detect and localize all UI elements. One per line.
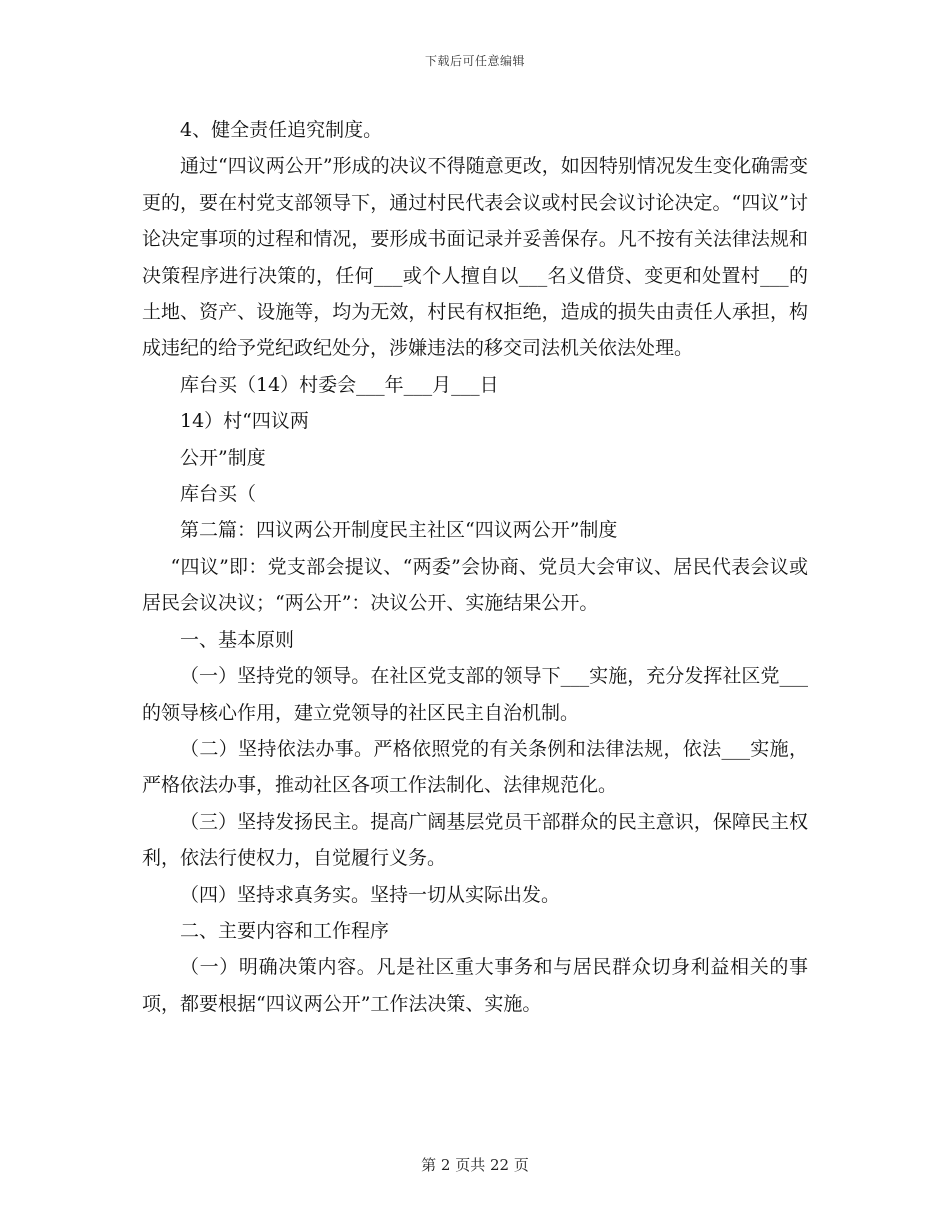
paragraph-definition: “四议”即：党支部会提议、“两委”会协商、党员大会审议、居民代表会议或居民会议决议；“两公开”：决议公开、实施结果公开。 [142, 555, 808, 615]
paragraph-heading-content: 二、主要内容和工作程序 [180, 919, 390, 942]
paragraph-principle-3: （三）坚持发扬民主。提高广阔基层党员干部群众的民主意识，保障民主权利，依法行使权力，自觉履行义务。 [142, 810, 808, 870]
paragraph-content-1: （一）明确决策内容。凡是社区重大事务和与居民群众切身利益相关的事项，都要根据“四议两公开”工作法决策、实施。 [142, 956, 808, 1015]
page-header: 下载后可任意编辑 [424, 54, 525, 68]
document-body [142, 112, 808, 1022]
page-number: 第 2 页共 22 页 [421, 1156, 529, 1174]
paragraph-fragment-3: 库台买（ [180, 483, 257, 506]
paragraph-principle-2: （二）坚持依法办事。严格依照党的有关条例和法律法规，依法___实施，严格依法办事，推动社区各项工作法制化、法律规范化。 [142, 737, 808, 797]
paragraph-fragment-1: 14）村“四议两 [180, 410, 309, 433]
paragraph-chapter-two-title: 第二篇：四议两公开制度民主社区“四议两公开”制度 [180, 519, 618, 542]
paragraph-principle-1: （一）坚持党的领导。在社区党支部的领导下___实施，充分发挥社区党___的领导核心作用，建立党领导的社区民主自治机制。 [142, 665, 808, 724]
paragraph-accountability: 通过“四议两公开”形成的决议不得随意更改，如因特别情况发生变化确需变更的，要在村党支部领导下，通过村民代表会议或村民会议讨论决定。“四议”讨论决定事项的过程和情况，要形成书面记录并妥善保存。凡不按有关法律法规和决策程序进行决策的，任何___或个人擅自以___名义借贷、变更和处置村___的土地、资产、设施等，均为无效，村民有权拒绝，造成的损失由责任人承担，构成违纪的给予党纪政纪处分，涉嫌违法的移交司法机关依法处理。 [142, 155, 808, 360]
paragraph-signature-date: 库台买（14）村委会___年___月___日 [180, 373, 499, 396]
paragraph-fragment-2: 公开”制度 [180, 446, 266, 469]
paragraph-principle-4: （四）坚持求真务实。坚持一切从实际出发。 [180, 883, 561, 906]
paragraph-heading-principles: 一、基本原则 [180, 628, 295, 651]
paragraph-section-4-heading: 4、健全责任追究制度。 [180, 119, 383, 141]
